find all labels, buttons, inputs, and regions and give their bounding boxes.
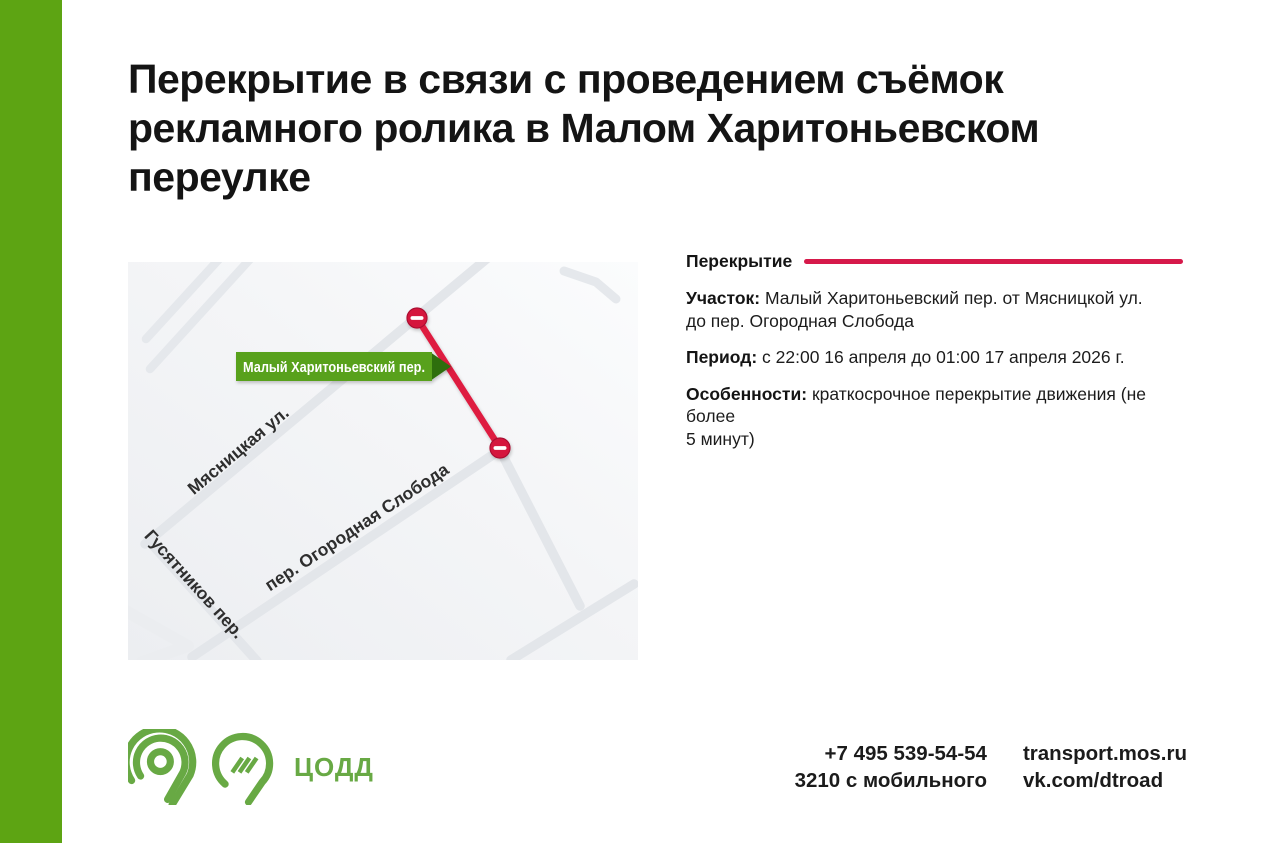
org-name: ЦОДД: [294, 751, 374, 782]
street-label-myasnitskaya: Мясницкая ул.: [183, 402, 293, 499]
contacts-phone-column: [795, 740, 987, 795]
info-header: [686, 251, 1183, 272]
detail-text: краткосрочное перекрытие движения (не более: [686, 383, 1146, 426]
page-title-line: переулке: [128, 154, 311, 200]
closure-map-canvas: [128, 262, 638, 660]
footer-website: transport.mos.ru: [1022, 741, 1187, 765]
closure-street-flag: [236, 352, 451, 381]
detail-uchastok: [686, 287, 1183, 332]
page-title: [128, 55, 1198, 202]
moscow-transport-logo-icon: [128, 729, 200, 805]
footer-phone-note: 3210 с мобильного: [794, 769, 987, 792]
detail-text: до пер. Огородная Слобода: [686, 310, 914, 331]
info-header-title: Перекрытие: [686, 251, 793, 271]
closure-info-panel: [686, 251, 1183, 450]
closure-map: [128, 262, 638, 660]
detail-text: 5 минут): [686, 428, 755, 449]
detail-text: с 22:00 16 апреля до 01:00 17 апреля 2026 г.: [762, 347, 1125, 367]
page-title-line: Перекрытие в связи с проведением съёмок: [128, 56, 1004, 102]
footer: [128, 725, 1187, 809]
detail-label: Период:: [686, 347, 758, 367]
footer-social: vk.com/dtroad: [1022, 769, 1164, 792]
street-label-ogorodnaya: пер. Огородная Слобода: [261, 459, 453, 595]
flag-label: Малый Харитоньевский пер.: [243, 359, 425, 376]
detail-osobennosti: [686, 383, 1183, 451]
red-divider-line: [804, 259, 1183, 264]
detail-label: Участок:: [686, 288, 761, 308]
contacts-web-column: [1023, 740, 1187, 795]
detail-label: Особенности:: [686, 383, 808, 404]
brand-block: [128, 729, 374, 805]
footer-phone: +7 495 539-54-54: [824, 741, 987, 765]
page-title-line: рекламного ролика в Малом Харитоньевском: [128, 105, 1040, 151]
no-entry-icon: [490, 438, 510, 458]
accent-stripe: [0, 0, 62, 843]
detail-period: [686, 346, 1183, 369]
street-label-gusyatnikov: Гусятников пер.: [140, 525, 249, 643]
no-entry-icon: [407, 308, 427, 328]
detail-text: Малый Харитоньевский пер. от Мясницкой ул.: [765, 288, 1143, 308]
footer-contacts: [795, 740, 1187, 795]
codd-logo-icon: [208, 729, 280, 805]
